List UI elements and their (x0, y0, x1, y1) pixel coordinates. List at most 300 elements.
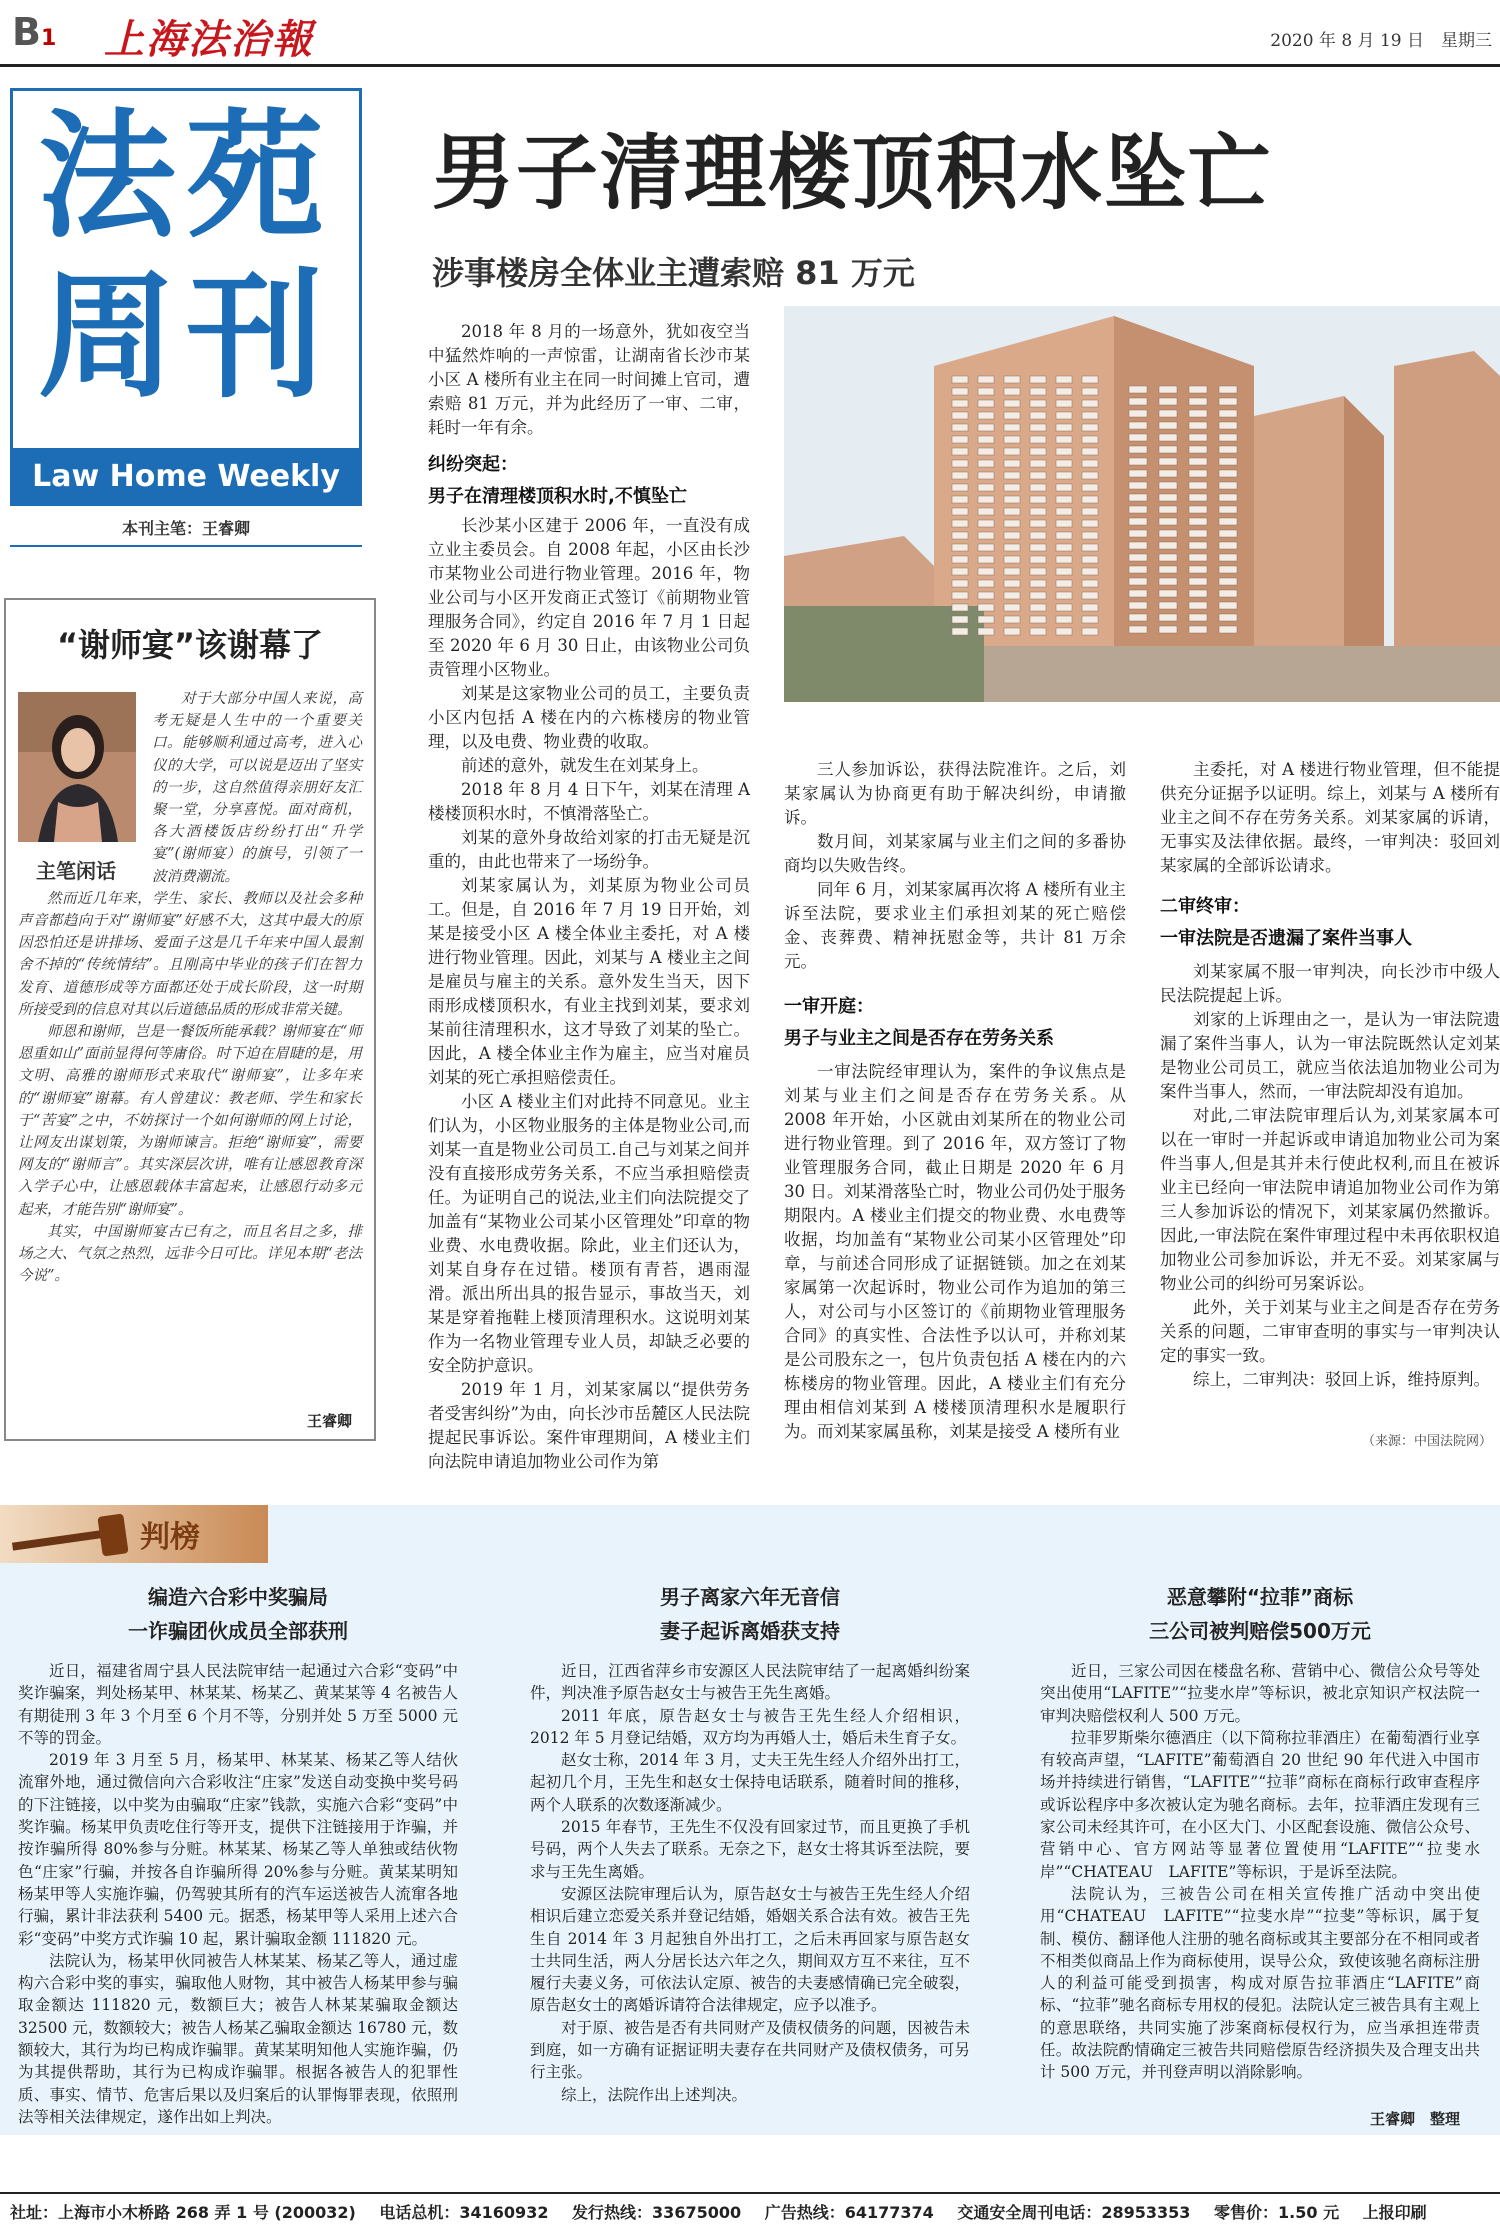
building-window (1004, 460, 1020, 467)
building-window (1159, 506, 1177, 513)
gavel-icon (0, 1505, 268, 1563)
footer-print: 上报印刷 (1362, 2203, 1427, 2222)
building-window (978, 508, 994, 515)
compiler-signature: 王睿卿 整理 (1369, 2110, 1460, 2128)
building-window (1030, 472, 1046, 479)
building-window (978, 568, 994, 575)
building-window (1129, 458, 1147, 465)
building-window (1004, 412, 1020, 419)
building-window (1189, 446, 1207, 453)
building-window (952, 532, 968, 539)
building-window (1219, 566, 1237, 573)
building-window (1189, 518, 1207, 525)
building-window (1082, 544, 1098, 551)
building-window (1129, 494, 1147, 501)
main-subhead: 涉事楼房全体业主遭索赔 81 万元 (432, 254, 915, 292)
weekly-editor: 本刊主笔：王睿卿 (121, 519, 250, 538)
building-window (952, 376, 968, 383)
building-window (1004, 580, 1020, 587)
building-window (1159, 578, 1177, 585)
article-lead: 2018 年 8 月的一场意外，犹如夜空当中猛然炸响的一声惊雷，让湖南省长沙市某小区 A 楼所有业主在同一时间摊上官司，遭索赔 81 万元，并为此经历了一审、二审，耗时一年有余。 (428, 322, 750, 437)
building-window (1004, 508, 1020, 515)
building-window (978, 436, 994, 443)
building-window (1159, 470, 1177, 477)
building-window (1219, 386, 1237, 393)
main-headline: 男子清理楼顶积水坠亡 (432, 126, 1273, 221)
building-window (1004, 400, 1020, 407)
news-story-3 (1040, 1580, 1480, 2084)
building-window (1082, 580, 1098, 587)
building-window (1219, 446, 1237, 453)
article-paragraphs (784, 758, 1126, 974)
building-window (978, 460, 994, 467)
building-window (1030, 568, 1046, 575)
paragraph: 同年 6 月，刘某家属再次将 A 楼所有业主诉至法院，要求业主们承担刘某的死亡赔偿金、丧葬费、精神抚慰金等，共计 81 万余元。 (784, 880, 1126, 971)
building-window (1159, 494, 1177, 501)
building-window (1159, 626, 1177, 633)
building-window (1082, 616, 1098, 623)
building-window (978, 520, 994, 527)
building-window (1189, 542, 1207, 549)
paragraph: 近日，江西省萍乡市安源区人民法院审结了一起离婚纠纷案件，判决准予原告赵女士与被告王先生离婚。 (530, 1662, 970, 1703)
footer-traffic: 交通安全周刊电话：28953353 (957, 2203, 1191, 2222)
building-window (952, 628, 968, 635)
paragraph: 前述的意外，就发生在刘某身上。 (461, 756, 709, 775)
building-window (1082, 376, 1098, 383)
building-window (952, 568, 968, 575)
paragraph: 近日，三家公司因在楼盘名称、营销中心、微信公众号等处突出使用“LAFITE”“拉斐水岸”等标识，被北京知识产权法院一审判决赔偿权利人 500 万元。 (1040, 1662, 1480, 1725)
building-window (1159, 434, 1177, 441)
building-window (952, 436, 968, 443)
building-window (1004, 436, 1020, 443)
building-window (1189, 530, 1207, 537)
building-window (978, 628, 994, 635)
building-window (1219, 494, 1237, 501)
footer-address: 社址：上海市小木桥路 268 弄 1 号 (200032) (10, 2203, 356, 2222)
building-window (1219, 434, 1237, 441)
building-window (1082, 400, 1098, 407)
building-window (1082, 472, 1098, 479)
building-window (1056, 376, 1072, 383)
building-window (1082, 436, 1098, 443)
building-window (1082, 484, 1098, 491)
building-window (952, 400, 968, 407)
building-window (1159, 386, 1177, 393)
building-window (1189, 470, 1207, 477)
paragraph: 法院认为，三被告公司在相关宣传推广活动中突出使用“CHATEAU LAFITE”“拉斐水岸”“拉斐”等标识，属于复制、模仿、翻译他人注册的驰名商标或其主要部分在不相同或者不相类似商品上作为商标使用，误导公众，致使该驰名商标注册人的利益可能受到损害，构成对原告拉菲酒庄“LAFITE”商标、“拉菲”驰名商标专用权的侵犯。法院认定三被告具有主观上的意思联络，共同实施了涉案商标侵权行为，应当承担连带责任。故法院酌情确定三被告共同赔偿原告经济损失及合理支出共计 500 万元，并刊登声明以消除影响。 (1040, 1884, 1480, 2082)
building-window (1056, 436, 1072, 443)
building-window (952, 508, 968, 515)
building-window (1189, 398, 1207, 405)
section-title: 二审终审： (1160, 896, 1250, 917)
building-window (1219, 590, 1237, 597)
weekly-underline (10, 545, 362, 547)
building-window (1056, 616, 1072, 623)
building-window (952, 424, 968, 431)
paragraph: 师恩和谢师，岂是一餐饭所能承载？谢师宴在“师恩重如山”面前显得何等庸俗。时下迫在眉睫的是，用文明、高雅的谢师形式来取代“谢师宴”，让多年来的“谢师宴”谢幕。有人曾建议：教老师、学生和家长于“苦宴”之中，不妨探讨一个如何谢师的网上讨论，让网友出谋划策，为谢师谏言。拒绝“谢师宴”，需要网友的“谢师言”。其实深层次讲，唯有让感恩教育深入学子心中，让感恩载体丰富起来，让感恩行动多元起来，才能告别“谢师宴”。 (18, 1024, 362, 1218)
building-window (1056, 556, 1072, 563)
building-window (1030, 628, 1046, 635)
article-paragraphs (1160, 960, 1500, 1392)
building-window (978, 484, 994, 491)
building-window (952, 556, 968, 563)
page-footer (10, 2200, 1445, 2223)
building-window (1030, 460, 1046, 467)
section-subtitle: 男子与业主之间是否存在劳务关系 (784, 1028, 1054, 1049)
building-window (1129, 518, 1147, 525)
paragraph: 其实，中国谢师宴古已有之，而且名目之多，排场之大、气氛之热烈，远非今日可比。详见本期“老法今说”。 (18, 1223, 362, 1285)
building-window (1189, 590, 1207, 597)
building-window (1056, 460, 1072, 467)
building-window (1189, 494, 1207, 501)
building-window (1004, 532, 1020, 539)
building-window (1159, 566, 1177, 573)
apartment-towers-image (784, 306, 1500, 702)
building-window (1082, 424, 1098, 431)
building-window (1189, 482, 1207, 489)
building-window (1219, 398, 1237, 405)
building-window (1129, 542, 1147, 549)
paragraph: 此外，关于刘某与业主之间是否存在劳务关系的问题，二审审查明的事实与一审判决认定的事实一致。 (1160, 1298, 1500, 1365)
building-window (1159, 542, 1177, 549)
building-window (1030, 376, 1046, 383)
story-title-1: 男子离家六年无音信 (660, 1585, 840, 1609)
building-window (1004, 592, 1020, 599)
building-window (978, 592, 994, 599)
paragraph: 刘某的意外身故给刘家的打击无疑是沉重的，由此也带来了一场纷争。 (428, 828, 750, 871)
page-header (0, 0, 1500, 62)
building-window (1030, 532, 1046, 539)
building-window (1030, 544, 1046, 551)
weekly-title-line2: 周刊 (37, 256, 334, 417)
page-number (12, 10, 56, 54)
paragraph: 综上，法院作出上述判决。 (561, 2085, 748, 2104)
building-window (1159, 446, 1177, 453)
paragraph: 小区 A 楼业主们对此持不同意见。业主们认为，小区物业服务的主体是物业公司,而刘某一直是物业公司员工.自己与刘某之间并没有直接形成劳务关系，不应当承担赔偿责任。为证明自己的说法,业主们向法院提交了加盖有“某物业公司某小区管理处”印章的物业费、水电费收据。除此，业主们还认为，刘某自身存在过错。楼顶有青苔，遇雨湿滑。派出所出具的报告显示，事故当天，刘某是穿着拖鞋上楼顶清理积水。这说明刘某作为一名物业管理专业人员，却缺乏必要的安全防护意识。 (428, 1092, 750, 1375)
building-window (1030, 388, 1046, 395)
weekly-title-line1: 法苑 (37, 96, 334, 257)
newspaper-masthead: 上海法治報 (104, 16, 314, 63)
building-window (1030, 496, 1046, 503)
sidebar-title: “谢师宴”该谢幕了 (56, 626, 324, 664)
paragraph: 刘某家属认为，刘某原为物业公司员工。但是，自 2016 年 7 月 19 日开始，刘某是接受小区 A 楼全体业主委托，对 A 楼进行物业管理。因此，刘某与 A 楼业主之间是雇员与雇主的关系。意外发生当天，因下雨形成楼顶积水，有业主找到刘某，要求刘某前往清理积水，这才导致了刘某的坠亡。因此，A 楼全体业主作为雇主，应当对雇员刘某的死亡承担赔偿责任。 (428, 876, 750, 1087)
building-window (1082, 556, 1098, 563)
building-window (1004, 628, 1020, 635)
building-window (978, 424, 994, 431)
building-window (952, 604, 968, 611)
paragraph: 2011 年底，原告赵女士与被告王先生经人介绍相识，2012 年 5 月登记结婚，双方均为再婚人士，婚后未生育子女。 (530, 1706, 970, 1747)
building-window (1082, 448, 1098, 455)
building-window (1030, 604, 1046, 611)
building-window (1189, 614, 1207, 621)
building-window (1004, 448, 1020, 455)
footer-rule (0, 2192, 1500, 2194)
building-window (1030, 448, 1046, 455)
building-window (978, 544, 994, 551)
building-window (1129, 614, 1147, 621)
story-body (530, 1660, 970, 2106)
page-num: 1 (40, 26, 57, 51)
building-window (1159, 554, 1177, 561)
story-title-2: 一诈骗团伙成员全部获刑 (128, 1619, 348, 1643)
building-window (1129, 626, 1147, 633)
footer-ads: 广告热线：64177374 (764, 2203, 934, 2222)
building-window (1056, 544, 1072, 551)
building-window (952, 472, 968, 479)
building-window (1219, 602, 1237, 609)
building-window (1189, 434, 1207, 441)
building-window (1030, 424, 1046, 431)
building-window (1056, 412, 1072, 419)
paragraph: 法院认为，杨某甲伙同被告人林某某、杨某乙等人，通过虚构六合彩中奖的事实，骗取他人财物，其中被告人杨某甲参与骗取金额达 111820 元，数额巨大；被告人林某某骗取金额达 32500 元，数额较大；被告人杨某乙骗取金额达 16780 元，数额较大，其行为均已构成诈骗罪。黄某某明知他人实施诈骗，仍为其提供帮助，其行为已构成诈骗罪。根据各被告人的犯罪性质、事实、情节、危害后果以及归案后的认罪悔罪表现，依照刑法等相关法律规定，遂作出如上判决。 (18, 1951, 458, 2126)
paragraph: 对于大部分中国人来说，高考无疑是人生中的一个重要关口。能够顺利通过高考，进入心仪的大学，可以说是迈出了坚实的一步，这自然值得亲朋好友汇聚一堂，分享喜悦。面对商机，各大酒楼饭店纷纷打出“升学宴”(谢师宴）的旗号，引领了一波消费潮流。 (152, 691, 362, 885)
building-window (952, 412, 968, 419)
building-window (1004, 604, 1020, 611)
building-window (978, 580, 994, 587)
building-window (1129, 530, 1147, 537)
author-portrait (18, 692, 136, 842)
building-window (1056, 532, 1072, 539)
building-window (1219, 530, 1237, 537)
building-window (1219, 482, 1237, 489)
building-window (1159, 518, 1177, 525)
paragraph: 近日，福建省周宁县人民法院审结一起通过六合彩“变码”中奖诈骗案，判处杨某甲、林某某、杨某乙、黄某某等 4 名被告人有期徒刑 3 年 3 个月至 6 个月不等，分别并处 5 万至 5000 元不等的罚金。 (18, 1662, 458, 1747)
building-window (1159, 590, 1177, 597)
building-window (1082, 520, 1098, 527)
building-window (1056, 424, 1072, 431)
building-window (1129, 506, 1147, 513)
building-window (1030, 520, 1046, 527)
building-window (1004, 496, 1020, 503)
building-window (1082, 496, 1098, 503)
building-window (1189, 506, 1207, 513)
building-window (1056, 604, 1072, 611)
article-column-1 (428, 320, 750, 1474)
building-window (1056, 472, 1072, 479)
paragraph: 综上，二审判决：驳回上诉，维持原判。 (1193, 1370, 1490, 1389)
building-window (1082, 568, 1098, 575)
building-window (1189, 422, 1207, 429)
building-window (978, 388, 994, 395)
building-window (952, 484, 968, 491)
building-window (1056, 580, 1072, 587)
building-window (1219, 554, 1237, 561)
building-window (1030, 616, 1046, 623)
building-window (978, 496, 994, 503)
building-window (1004, 472, 1020, 479)
footer-distribution: 发行热线：33675000 (572, 2203, 742, 2222)
building-window (1159, 482, 1177, 489)
building-window (1030, 412, 1046, 419)
building-window (1219, 506, 1237, 513)
building-window (1056, 568, 1072, 575)
story-title-2: 妻子起诉离婚获支持 (660, 1619, 840, 1643)
building-window (978, 412, 994, 419)
building-window (1082, 508, 1098, 515)
verdict-label: 判榜 (140, 1520, 200, 1555)
header-rule (0, 64, 1500, 67)
sidebar-box (4, 598, 376, 1441)
story-title-1: 编造六合彩中奖骗局 (148, 1585, 328, 1609)
building-window (1219, 614, 1237, 621)
building-window (1219, 626, 1237, 633)
paragraph: 对此,二审法院审理后认为,刘某家属本可以在一审时一并起诉或申请追加物业公司为案件当事人,但是其并未行使此权利,而且在被诉业主已经向一审法院申请追加物业公司作为第三人参加诉讼的情况下，刘某家属仍然撤诉。因此,一审法院在案件审理过程中未再依职权追加物业公司参加诉讼，并无不妥。刘某家属与物业公司的纠纷可另案诉讼。 (1160, 1106, 1500, 1293)
building-window (978, 616, 994, 623)
building-window (1189, 458, 1207, 465)
building-window (1129, 386, 1147, 393)
article-paragraphs (784, 1060, 1126, 1444)
building-window (1129, 434, 1147, 441)
paragraph: 拉菲罗斯柴尔德酒庄（以下简称拉菲酒庄）在葡萄酒行业享有较高声望，“LAFITE”葡萄酒自 20 世纪 90 年代进入中国市场并持续进行销售，“LAFITE”“拉菲”商标在商标行政审查程序或诉讼程序中多次被认定为驰名商标。去年，拉菲酒庄发现有三家公司未经其许可，在小区大门、小区配套设施、微信公众号、营销中心、官方网站等显著位置使用“LAFITE”“拉斐水岸”“CHATEAU LAFITE”等标识，于是诉至法院。 (1040, 1728, 1480, 1881)
building-window (1004, 376, 1020, 383)
building-window (978, 472, 994, 479)
building-window (1030, 508, 1046, 515)
weekly-english-title: Law Home Weekly (10, 448, 362, 506)
building-window (952, 544, 968, 551)
article-column-2 (784, 758, 1126, 1444)
building-window (1159, 614, 1177, 621)
building-window (952, 448, 968, 455)
building-window (1129, 602, 1147, 609)
building-window (952, 592, 968, 599)
building-window (1056, 388, 1072, 395)
building-window (1159, 410, 1177, 417)
news-story-2 (530, 1580, 970, 2106)
building-window (952, 580, 968, 587)
building-window (1082, 412, 1098, 419)
sidebar-author: 王睿卿 (306, 1412, 352, 1430)
building-window (1004, 544, 1020, 551)
paragraph: 2015 年春节，王先生不仅没有回家过节，而且更换了手机号码，两个人失去了联系。无奈之下，赵女士将其诉至法院，要求与王先生离婚。 (530, 1818, 970, 1881)
building-window (1056, 496, 1072, 503)
building-window (1129, 446, 1147, 453)
paragraph: 长沙某小区建于 2006 年，一直没有成立业主委员会。自 2008 年起，小区由长沙市某物业公司进行物业管理。2016 年，物业公司与小区开发商正式签订《前期物业管理服务合同》，约定自 2016 年 7 月 1 日起至 2020 年 6 月 30 日止，由该物业公司负责管理小区物业。 (428, 516, 750, 679)
building-window (1129, 554, 1147, 561)
building-window (952, 388, 968, 395)
page-letter: B (12, 10, 41, 54)
building-window (1129, 422, 1147, 429)
building-window (978, 376, 994, 383)
building-window (1004, 616, 1020, 623)
building-window (1219, 470, 1237, 477)
building-window (1129, 410, 1147, 417)
story-body (18, 1660, 458, 2128)
section-subtitle: 一审法院是否遗漏了案件当事人 (1160, 928, 1412, 949)
footer-price: 零售价：1.50 元 (1214, 2203, 1340, 2222)
building-window (1082, 604, 1098, 611)
story-body (1040, 1660, 1480, 2084)
building-window (978, 604, 994, 611)
paragraph: 主委托，对 A 楼进行物业管理，但不能提供充分证据予以证明。综上，刘某与 A 楼所有业主之间不存在劳务关系。刘某家属的诉请，无事实及法律依据。最终，一审判决：驳回刘某家属的全部诉讼请求。 (1160, 760, 1500, 875)
building-window (1159, 530, 1177, 537)
building-window (1219, 422, 1237, 429)
paragraph: 2018 年 8 月 4 日下午，刘某在清理 A 楼楼顶积水时，不慎滑落坠亡。 (428, 780, 750, 823)
section-title: 纠纷突起： (428, 454, 518, 475)
building-window (978, 448, 994, 455)
paragraph: 赵女士称，2014 年 3 月，丈夫王先生经人介绍外出打工，起初几个月，王先生和赵女士保持电话联系，随着时间的推移，两个人联系的次数逐渐减少。 (530, 1751, 970, 1814)
article-paragraphs (428, 514, 750, 1474)
building-window (1004, 568, 1020, 575)
building-window (1189, 578, 1207, 585)
building-window (1189, 410, 1207, 417)
building-window (1219, 542, 1237, 549)
building-window (1082, 628, 1098, 635)
building-window (952, 520, 968, 527)
building-window (1219, 578, 1237, 585)
building-window (1219, 458, 1237, 465)
paragraph: 然而近几年来，学生、家长、教师以及社会多种声音都趋向于对“谢师宴”好感不大，这其中最大的原因恐怕还是讲排场、爱面子这是几千年来中国人最割舍不掉的“传统情结”。且刚高中毕业的孩子们在智力发育、道德形成等方面都还处于成长阶段，这一时期所接受到的信息对其以后道德品质的形成非常关键。 (18, 890, 362, 1018)
building-window (1159, 458, 1177, 465)
building-window (1004, 556, 1020, 563)
building-window (1056, 508, 1072, 515)
building-window (1129, 470, 1147, 477)
article-column-3 (1160, 758, 1500, 1392)
verdict-banner (0, 1505, 268, 1563)
paragraph: 三人参加诉讼，获得法院准许。之后，刘某家属认为协商更有助于解决纠纷，申请撤诉。 (784, 760, 1126, 827)
paragraph: 刘家的上诉理由之一，是认为一审法院遗漏了案件当事人，认为一审法院既然认定刘某是物业公司员工，就应当依法追加物业公司为案件当事人，然而，一审法院却没有追加。 (1160, 1010, 1500, 1101)
building-window (1189, 602, 1207, 609)
paragraph: 刘某是这家物业公司的员工，主要负责小区内包括 A 楼在内的六栋楼房的物业管理，以及电费、物业费的收取。 (428, 684, 750, 751)
building-window (1004, 520, 1020, 527)
building-window (1030, 400, 1046, 407)
building-window (1129, 590, 1147, 597)
building-window (978, 400, 994, 407)
building-window (1129, 482, 1147, 489)
article-paragraphs (1160, 758, 1500, 878)
building-window (1189, 386, 1207, 393)
building-window (1159, 602, 1177, 609)
building-window (1082, 388, 1098, 395)
story-title-1: 恶意攀附“拉菲”商标 (1166, 1585, 1354, 1609)
issue-date: 2020 年 8 月 19 日 星期三 (1270, 31, 1492, 51)
building-window (978, 532, 994, 539)
building-window (1129, 398, 1147, 405)
paragraph: 一审法院经审理认为，案件的争议焦点是刘某与业主们之间是否存在劳务关系。从 2008 年开始，小区就由刘某所在的物业公司进行物业管理。到了 2016 年，双方签订了物业管理服务合同，截止日期是 2020 年 6 月 30 日。刘某滑落坠亡时，物业公司仍处于服务期限内。A 楼业主们提交的物业费、水电费等收据，均加盖有“某物业公司某小区管理处”印章，与前述合同形成了证据链锁。加之在刘某家属第一次起诉时，物业公司作为追加的第三人，对公司与小区签订的《前期物业管理服务合同》的真实性、合法性予以认可，并称刘某是公司股东之一，包片负责包括 A 楼在内的六栋楼房的物业管理。因此，A 楼业主们有充分理由相信刘某到 A 楼楼顶清理积水是履职行为。而刘某家属虽称，刘某是接受 A 楼所有业 (784, 1062, 1126, 1441)
building-window (1082, 460, 1098, 467)
building-window (1030, 580, 1046, 587)
section-title: 一审开庭： (784, 996, 874, 1017)
section-subtitle: 男子在清理楼顶积水时,不慎坠亡 (428, 486, 687, 507)
building-window (952, 496, 968, 503)
building-window (1004, 424, 1020, 431)
building-window (952, 460, 968, 467)
article-source: （来源：中国法院网） (1361, 1434, 1492, 1449)
building-window (1030, 436, 1046, 443)
building-window (1159, 422, 1177, 429)
building-window (1129, 578, 1147, 585)
building-window (1189, 566, 1207, 573)
building-window (952, 616, 968, 623)
building-window (1004, 484, 1020, 491)
paragraph: 刘某家属不服一审判决，向长沙市中级人民法院提起上诉。 (1160, 962, 1500, 1005)
building-window (1056, 520, 1072, 527)
weekly-title-box (10, 88, 362, 546)
building-photo (784, 306, 1500, 702)
building-window (1082, 592, 1098, 599)
building-window (1219, 518, 1237, 525)
paragraph: 安源区法院审理后认为，原告赵女士与被告王先生经人介绍相识后建立恋爱关系并登记结婚，婚姻关系合法有效。被告王先生自 2014 年 3 月起独自外出打工，之后未再回家与原告赵女士共同生活，两人分居长达六年之久，期间双方互不来往，互不履行夫妻义务，可依法认定原、被告的夫妻感情确已完全破裂，原告赵女士的离婚诉请符合法律规定，应予以准予。 (530, 1884, 970, 2015)
building-window (1004, 388, 1020, 395)
building-window (1159, 398, 1177, 405)
building-window (1189, 626, 1207, 633)
story-title-2: 三公司被判赔偿500万元 (1149, 1619, 1371, 1643)
building-window (1082, 532, 1098, 539)
news-story-1 (18, 1580, 458, 2128)
building-window (1056, 400, 1072, 407)
building-window (1056, 484, 1072, 491)
paragraph: 2019 年 3 月至 5 月，杨某甲、林某某、杨某乙等人结伙流窜外地，通过微信向六合彩收注“庄家”发送自动变换中奖号码的下注链接，以中奖为由骗取“庄家”钱款，实施六合彩“变码”中奖诈骗。杨某甲负责吃住行等开支，提供下注链接用于诈骗，并按诈骗所得 80%参与分赃。林某某、杨某乙等人单独或结伙物色“庄家”行骗，并按各自诈骗所得 20%参与分赃。黄某某明知杨某甲等人实施诈骗，仍驾驶其所有的汽车运送被告人流窜各地行骗，累计非法获利 5400 元。据悉，杨某甲等人采用上述六合彩“变码”中奖方式诈骗 10 起，累计骗取金额 111820 元。 (18, 1751, 458, 1948)
building-window (1056, 628, 1072, 635)
